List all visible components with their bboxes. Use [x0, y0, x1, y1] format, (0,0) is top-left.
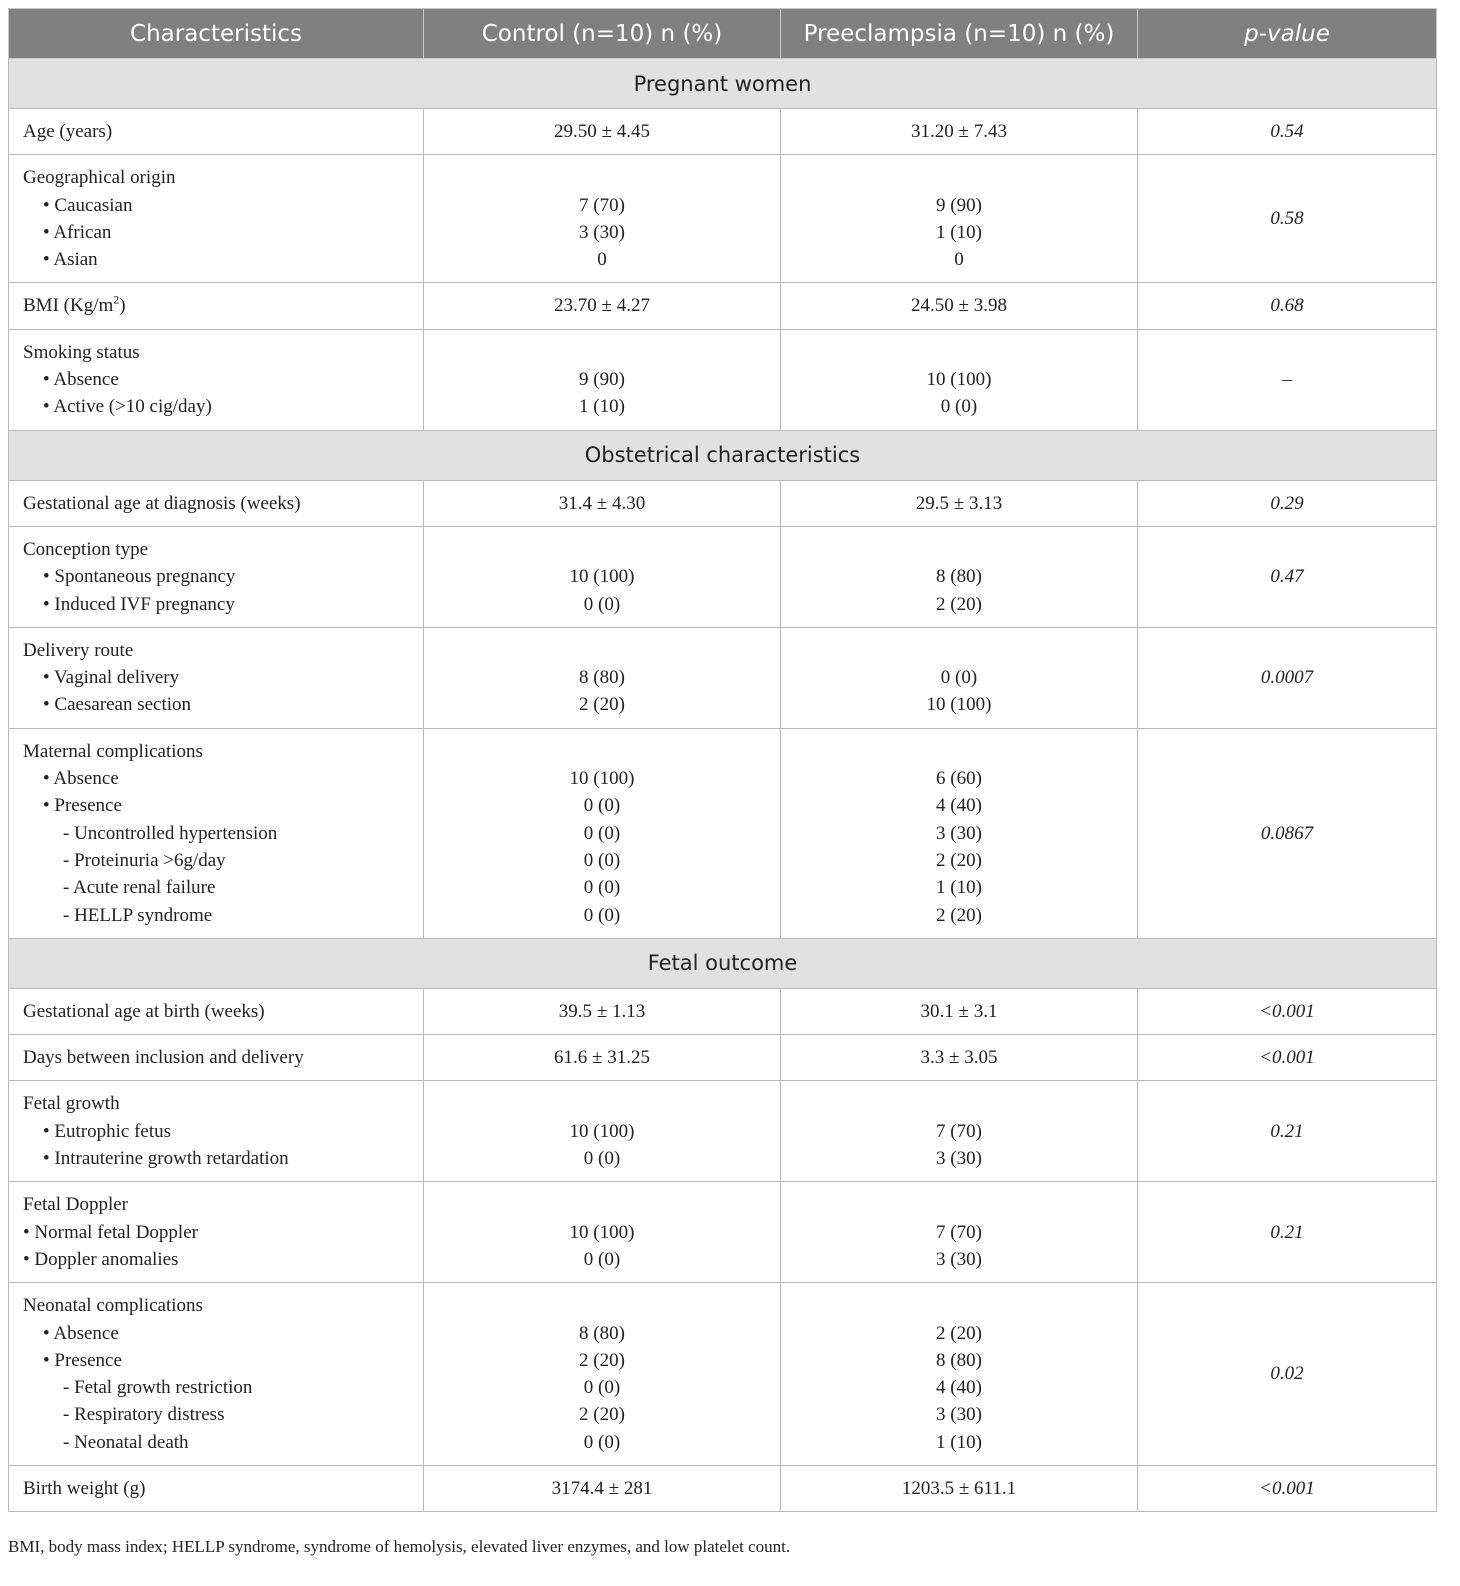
value-text: 0 (0) — [583, 1248, 621, 1270]
sub-item-label: • Spontaneous pregnancy — [43, 566, 236, 588]
value-text: 8 (80) — [936, 566, 982, 588]
section-header-row — [9, 430, 1437, 480]
control-value-cell — [424, 526, 781, 627]
control-value-cell — [424, 329, 781, 430]
value-text: 1203.5 ± 611.1 — [901, 1477, 1017, 1499]
control-value-cell — [424, 1465, 781, 1511]
value-text: 3 (30) — [579, 221, 625, 243]
characteristic-cell — [9, 526, 424, 627]
characteristic-label-text: Geographical origin — [23, 167, 176, 189]
characteristic-label — [23, 1044, 409, 1071]
preeclampsia-value-cell — [781, 728, 1138, 938]
value-text: 2 (20) — [936, 849, 982, 871]
table-row — [9, 526, 1437, 627]
section-title: Pregnant women — [9, 59, 1437, 109]
value-text: 1 (10) — [936, 1431, 982, 1453]
value-text — [438, 536, 766, 563]
control-value-cell — [424, 283, 781, 329]
value-text: 31.4 ± 4.30 — [558, 492, 646, 514]
table-row — [9, 155, 1437, 283]
header-p-value: p-value — [1138, 9, 1437, 59]
value-text: 2 (20) — [936, 593, 982, 615]
control-value-cell — [424, 627, 781, 728]
value-text: 1 (10) — [579, 396, 625, 418]
value-text — [438, 164, 766, 191]
value-text: 24.50 ± 3.98 — [911, 295, 1007, 317]
value-text — [795, 1090, 1123, 1117]
value-text: 2 (20) — [579, 1349, 625, 1371]
p-value-cell: 0.02 — [1138, 1283, 1437, 1466]
sub-item-label: • Normal fetal Doppler — [23, 1221, 198, 1243]
control-value-cell — [424, 1182, 781, 1283]
preeclampsia-value-cell — [781, 1465, 1138, 1511]
control-value-cell — [424, 988, 781, 1034]
value-text: 0 (0) — [583, 849, 621, 871]
table-header-row — [9, 9, 1437, 59]
sub-item-label: • Induced IVF pregnancy — [43, 593, 235, 615]
characteristic-label-text: Gestational age at diagnosis (weeks) — [23, 492, 301, 514]
value-text: 2 (20) — [936, 1322, 982, 1344]
value-text: 9 (90) — [936, 194, 982, 216]
sub-item-label: • Intrauterine growth retardation — [43, 1148, 289, 1170]
characteristic-label — [23, 998, 409, 1025]
characteristic-label-text: Age (years) — [23, 121, 113, 142]
value-text: 0 (0) — [583, 795, 621, 817]
value-text — [795, 1191, 1123, 1218]
value-text: 4 (40) — [936, 795, 982, 817]
table-row — [9, 1081, 1437, 1182]
characteristic-label-text: Fetal Doppler — [23, 1194, 129, 1216]
value-text: 0 (0) — [940, 396, 978, 418]
p-value-cell: 0.68 — [1138, 283, 1437, 329]
table-row — [9, 728, 1437, 938]
preeclampsia-value-cell — [781, 1035, 1138, 1081]
value-text — [795, 536, 1123, 563]
value-text: 10 (100) — [926, 369, 992, 391]
value-text — [438, 1191, 766, 1218]
p-value-cell: 0.0867 — [1138, 728, 1437, 938]
control-value-cell — [424, 728, 781, 938]
characteristic-cell — [9, 155, 424, 283]
preeclampsia-value-cell — [781, 155, 1138, 283]
sub-item-label: • African — [43, 221, 112, 243]
characteristic-label-text: Delivery route — [23, 639, 134, 661]
table-row — [9, 1465, 1437, 1511]
characteristic-label — [23, 339, 409, 366]
characteristic-cell — [9, 1035, 424, 1081]
table-row — [9, 109, 1437, 155]
value-text: 4 (40) — [936, 1377, 982, 1399]
value-text: 3174.4 ± 281 — [551, 1477, 653, 1499]
characteristic-label-text: Smoking status — [23, 341, 140, 363]
p-value-cell: 0.21 — [1138, 1081, 1437, 1182]
value-text: 0 (0) — [940, 667, 978, 689]
table-row — [9, 283, 1437, 329]
value-text: 8 (80) — [579, 1322, 625, 1344]
value-text — [438, 339, 766, 366]
value-text — [795, 164, 1123, 191]
value-text: 3 (30) — [936, 1148, 982, 1170]
value-text: 0 (0) — [583, 1431, 621, 1453]
header-characteristics: Characteristics — [9, 9, 424, 59]
preeclampsia-value-cell — [781, 988, 1138, 1034]
sub-item-label: • Caucasian — [43, 194, 133, 216]
value-text: 0 — [954, 249, 964, 271]
sub-item-label: • Absence — [43, 768, 119, 790]
characteristic-cell — [9, 1182, 424, 1283]
table-row — [9, 627, 1437, 728]
value-text: 0 (0) — [583, 904, 621, 926]
value-text: 61.6 ± 31.25 — [554, 1047, 650, 1069]
characteristic-label-text: Neonatal complications — [23, 1295, 203, 1317]
characteristic-label — [23, 637, 409, 664]
value-text: 1 (10) — [936, 221, 982, 243]
characteristic-label — [23, 1292, 409, 1319]
sub-item-label: - HELLP syndrome — [63, 904, 213, 926]
table-row — [9, 480, 1437, 526]
characteristic-cell — [9, 283, 424, 329]
characteristics-table-container — [8, 8, 1436, 1512]
characteristic-cell — [9, 728, 424, 938]
value-text: 0 — [597, 249, 607, 271]
value-text: 10 (100) — [926, 694, 992, 716]
p-value-cell: 0.29 — [1138, 480, 1437, 526]
value-text — [438, 738, 766, 765]
section-header-row — [9, 938, 1437, 988]
preeclampsia-value-cell — [781, 1081, 1138, 1182]
preeclampsia-value-cell — [781, 480, 1138, 526]
sub-item-label: • Eutrophic fetus — [43, 1120, 172, 1142]
characteristic-label — [23, 1475, 409, 1502]
value-text: 2 (20) — [936, 904, 982, 926]
characteristic-label-text: Birth weight (g) — [23, 1477, 146, 1499]
characteristic-label — [23, 490, 409, 517]
characteristic-cell — [9, 329, 424, 430]
value-text: 10 (100) — [569, 566, 635, 588]
characteristic-label — [23, 536, 409, 563]
value-text — [438, 1090, 766, 1117]
value-text — [795, 339, 1123, 366]
control-value-cell — [424, 155, 781, 283]
sub-item-label: • Absence — [43, 369, 119, 391]
value-text — [438, 637, 766, 664]
value-text: 8 (80) — [579, 667, 625, 689]
characteristic-cell — [9, 1465, 424, 1511]
value-text: 0 (0) — [583, 1377, 621, 1399]
sub-item-label: - Fetal growth restriction — [63, 1377, 253, 1399]
preeclampsia-value-cell — [781, 1182, 1138, 1283]
value-text: 3 (30) — [936, 1248, 982, 1270]
value-text: 3 (30) — [936, 822, 982, 844]
value-text: 39.5 ± 1.13 — [558, 1000, 646, 1022]
table-body — [9, 59, 1437, 1512]
table-row — [9, 1283, 1437, 1466]
p-value-cell: <0.001 — [1138, 1035, 1437, 1081]
sub-item-label: • Caesarean section — [43, 694, 192, 716]
sub-item-label: - Proteinuria >6g/day — [63, 849, 226, 871]
value-text: 23.70 ± 4.27 — [554, 295, 650, 317]
p-value-cell: 0.21 — [1138, 1182, 1437, 1283]
preeclampsia-value-cell — [781, 109, 1138, 155]
characteristic-label — [23, 1090, 409, 1117]
sub-item-label: - Acute renal failure — [63, 877, 216, 899]
sub-item-label: • Active (>10 cig/day) — [43, 396, 212, 418]
table-row — [9, 329, 1437, 430]
value-text: 9 (90) — [579, 369, 625, 391]
p-value-cell: <0.001 — [1138, 1465, 1437, 1511]
value-text: 2 (20) — [579, 694, 625, 716]
value-text: 3 (30) — [936, 1404, 982, 1426]
table-row — [9, 1182, 1437, 1283]
value-text: 29.50 ± 4.45 — [554, 121, 650, 142]
value-text: 10 (100) — [569, 768, 635, 790]
header-preeclampsia: Preeclampsia (n=10) n (%) — [781, 9, 1138, 59]
value-text: 31.20 ± 7.43 — [911, 121, 1007, 142]
header-control: Control (n=10) n (%) — [424, 9, 781, 59]
value-text — [438, 1292, 766, 1319]
sub-item-label: • Presence — [43, 1349, 122, 1371]
preeclampsia-value-cell — [781, 1283, 1138, 1466]
characteristic-label-text: Days between inclusion and delivery — [23, 1047, 304, 1069]
value-text: 0 (0) — [583, 593, 621, 615]
control-value-cell — [424, 109, 781, 155]
value-text: 10 (100) — [569, 1120, 635, 1142]
characteristic-cell — [9, 109, 424, 155]
value-text: 0 (0) — [583, 877, 621, 899]
table-row — [9, 988, 1437, 1034]
sub-item-label: • Presence — [43, 795, 122, 817]
sub-item-label: • Absence — [43, 1322, 119, 1344]
value-text: 10 (100) — [569, 1221, 635, 1243]
sub-item-label: - Uncontrolled hypertension — [63, 822, 278, 844]
p-value-cell: – — [1138, 329, 1437, 430]
characteristic-label-text: Gestational age at birth (weeks) — [23, 1000, 265, 1022]
control-value-cell — [424, 1283, 781, 1466]
value-text — [795, 1292, 1123, 1319]
control-value-cell — [424, 1081, 781, 1182]
value-text: 8 (80) — [936, 1349, 982, 1371]
value-text: 0 (0) — [583, 822, 621, 844]
value-text — [795, 738, 1123, 765]
sub-item-label: • Asian — [43, 249, 98, 271]
characteristic-cell — [9, 627, 424, 728]
value-text: 30.1 ± 3.1 — [920, 1000, 998, 1022]
characteristic-label — [23, 292, 409, 319]
characteristic-label-text: Maternal complications — [23, 740, 203, 762]
preeclampsia-value-cell — [781, 526, 1138, 627]
value-text: 7 (70) — [936, 1120, 982, 1142]
sub-item-label: - Respiratory distress — [63, 1404, 225, 1426]
preeclampsia-value-cell — [781, 283, 1138, 329]
label-suffix: ) — [119, 295, 126, 317]
characteristics-table — [8, 8, 1437, 1512]
value-text: 29.5 ± 3.13 — [915, 492, 1003, 514]
preeclampsia-value-cell — [781, 329, 1138, 430]
label-superscript: 2 — [113, 293, 120, 308]
sub-item-label: - Neonatal death — [63, 1431, 189, 1453]
characteristic-cell — [9, 1081, 424, 1182]
section-title: Fetal outcome — [9, 938, 1437, 988]
p-value-cell: 0.0007 — [1138, 627, 1437, 728]
value-text: 3.3 ± 3.05 — [920, 1047, 998, 1069]
characteristic-label — [23, 164, 409, 191]
characteristic-label-text: Fetal growth — [23, 1093, 120, 1115]
p-value-cell: 0.54 — [1138, 109, 1437, 155]
control-value-cell — [424, 480, 781, 526]
value-text: 2 (20) — [579, 1404, 625, 1426]
characteristic-label-text: BMI (Kg/m — [23, 295, 114, 317]
value-text: 7 (70) — [936, 1221, 982, 1243]
preeclampsia-value-cell — [781, 627, 1138, 728]
control-value-cell — [424, 1035, 781, 1081]
section-title: Obstetrical characteristics — [9, 430, 1437, 480]
characteristic-cell — [9, 480, 424, 526]
characteristic-cell — [9, 988, 424, 1034]
table-footnote: BMI, body mass index; HELLP syndrome, syndrome of hemolysis, elevated liver enzymes, and low platelet count. — [8, 1537, 791, 1556]
characteristic-label — [23, 118, 409, 145]
characteristic-label — [23, 1191, 409, 1218]
characteristic-cell — [9, 1283, 424, 1466]
value-text: 6 (60) — [936, 768, 982, 790]
section-header-row — [9, 59, 1437, 109]
p-value-cell: 0.47 — [1138, 526, 1437, 627]
characteristic-label-text: Conception type — [23, 538, 149, 560]
characteristic-label — [23, 738, 409, 765]
p-value-cell: 0.58 — [1138, 155, 1437, 283]
value-text: 0 (0) — [583, 1148, 621, 1170]
value-text: 1 (10) — [936, 877, 982, 899]
sub-item-label: • Vaginal delivery — [43, 667, 180, 689]
value-text — [795, 637, 1123, 664]
sub-item-label: • Doppler anomalies — [23, 1248, 179, 1270]
p-value-cell: <0.001 — [1138, 988, 1437, 1034]
value-text: 7 (70) — [579, 194, 625, 216]
table-row — [9, 1035, 1437, 1081]
